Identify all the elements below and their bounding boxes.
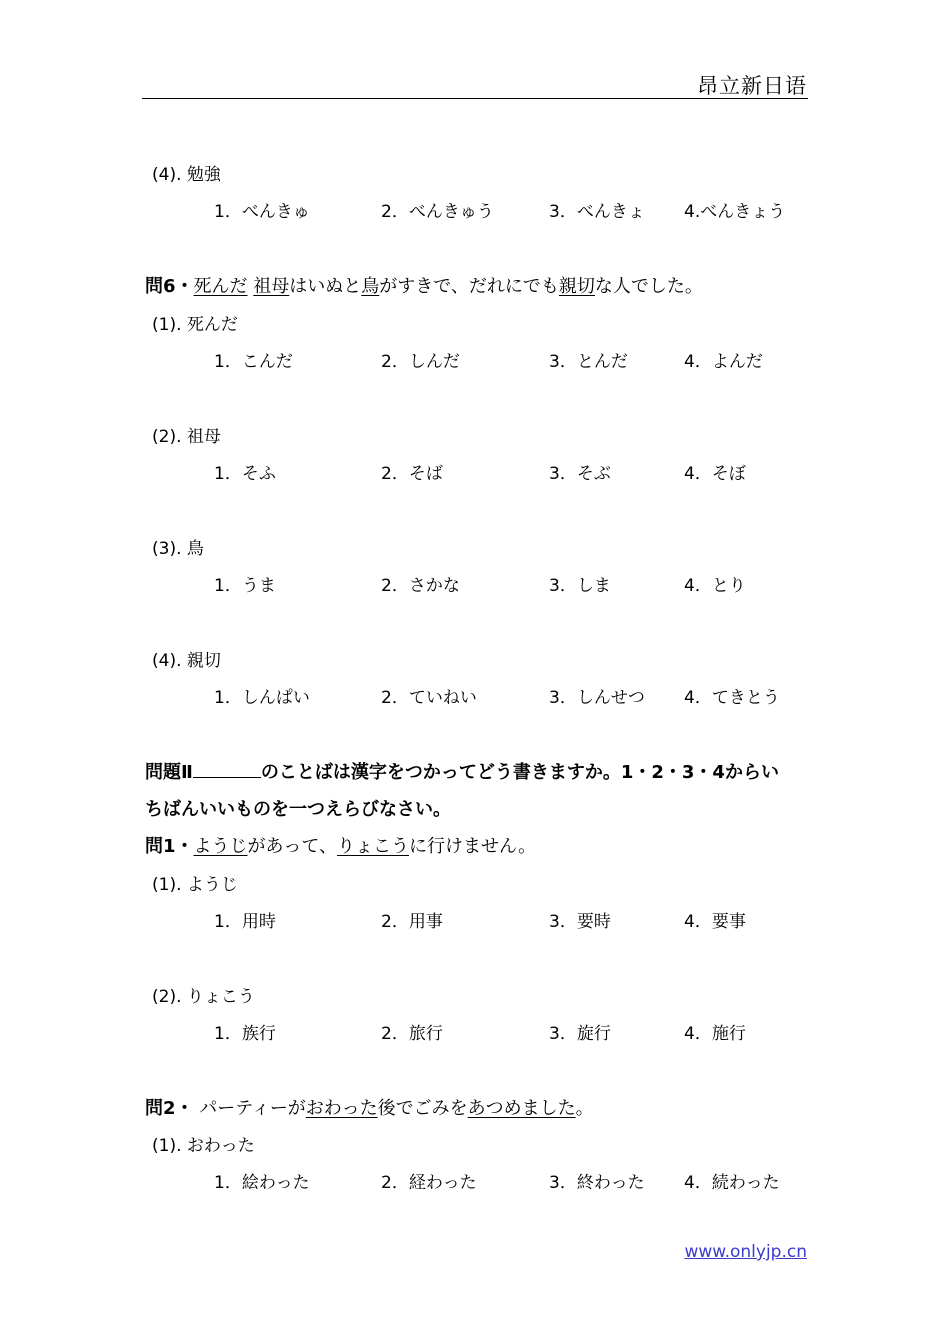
option-2: 2．そば [381, 464, 443, 484]
option-3: 3．そぶ [549, 464, 611, 484]
section-instruction-line-1: 問題Ⅱ のことばは漢字をつかってどう書きますか。1・2・3・4からい [145, 762, 779, 783]
option-3: 3．とんだ [549, 352, 628, 372]
underlined-word: あつめました [467, 1098, 576, 1119]
option-3: 3．べんきょ [549, 202, 645, 222]
underlined-word: おわった [305, 1098, 378, 1119]
option-3: 3．しんせつ [549, 688, 645, 708]
option-1: 1．絵わった [214, 1173, 310, 1193]
option-4: 4．そぼ [684, 464, 746, 484]
option-3: 3．要時 [549, 912, 611, 932]
brand-title: 昂立新日语 [697, 74, 807, 98]
option-2: 2．経わった [381, 1173, 477, 1193]
underlined-word: ようじ [193, 836, 248, 857]
option-2: 2．さかな [381, 576, 460, 596]
question-number: 問1・ [145, 836, 194, 857]
underlined-word: 親切 [558, 276, 595, 297]
question-number: 問6・ [145, 276, 194, 297]
sub-question-label: (2). りょこう [152, 987, 255, 1007]
option-3: 3．終わった [549, 1173, 645, 1193]
option-1: 1．そふ [214, 464, 276, 484]
option-4: 4．施行 [684, 1024, 746, 1044]
sub-question-label: (4). 勉強 [152, 165, 221, 185]
option-4: 4．よんだ [684, 352, 763, 372]
question-number: 問2・ [145, 1098, 194, 1119]
option-1: 1．べんきゅ [214, 202, 310, 222]
option-2: 2．べんきゅう [381, 202, 494, 222]
underlined-word: 死んだ [193, 276, 248, 297]
option-1: 1．うま [214, 576, 276, 596]
option-1: 1．しんぱい [214, 688, 310, 708]
sub-question-label: (4). 親切 [152, 651, 221, 671]
option-4: 4.べんきょう [684, 202, 786, 222]
underlined-word: りょこう [337, 836, 409, 857]
option-2: 2．用事 [381, 912, 443, 932]
underlined-word: 鳥 [361, 276, 380, 297]
sub-question-label: (1). ようじ [152, 875, 238, 895]
option-1: 1．族行 [214, 1024, 276, 1044]
option-3: 3．しま [549, 576, 611, 596]
section-title: 問題Ⅱ [145, 762, 193, 783]
blank-line [193, 763, 261, 778]
option-4: 4．続わった [684, 1173, 780, 1193]
question-2-sentence: 問2・ パーティーがおわった後でごみをあつめました。 [145, 1098, 594, 1119]
option-2: 2．ていねい [381, 688, 477, 708]
sub-question-label: (1). 死んだ [152, 315, 238, 335]
header-divider [142, 98, 808, 99]
option-4: 4．要事 [684, 912, 746, 932]
sub-question-label: (2). 祖母 [152, 427, 221, 447]
question-6-sentence: 問6・死んだ 祖母はいぬと鳥がすきで、だれにでも親切な人でした。 [145, 276, 703, 297]
option-1: 1．用時 [214, 912, 276, 932]
section-instruction-line-2: ちばんいいものを一つえらびなさい。 [145, 799, 451, 820]
option-4: 4．てきとう [684, 688, 780, 708]
option-3: 3．旋行 [549, 1024, 611, 1044]
sub-question-label: (3). 鳥 [152, 539, 204, 559]
option-1: 1．こんだ [214, 352, 293, 372]
option-2: 2．旅行 [381, 1024, 443, 1044]
footer-link[interactable]: www.onlyjp.cn [684, 1242, 807, 1262]
sub-question-label: (1). おわった [152, 1136, 255, 1156]
underlined-word: 祖母 [253, 276, 290, 297]
option-4: 4．とり [684, 576, 746, 596]
question-1-sentence: 問1・ようじがあって、りょこうに行けません。 [145, 836, 537, 857]
option-2: 2．しんだ [381, 352, 460, 372]
